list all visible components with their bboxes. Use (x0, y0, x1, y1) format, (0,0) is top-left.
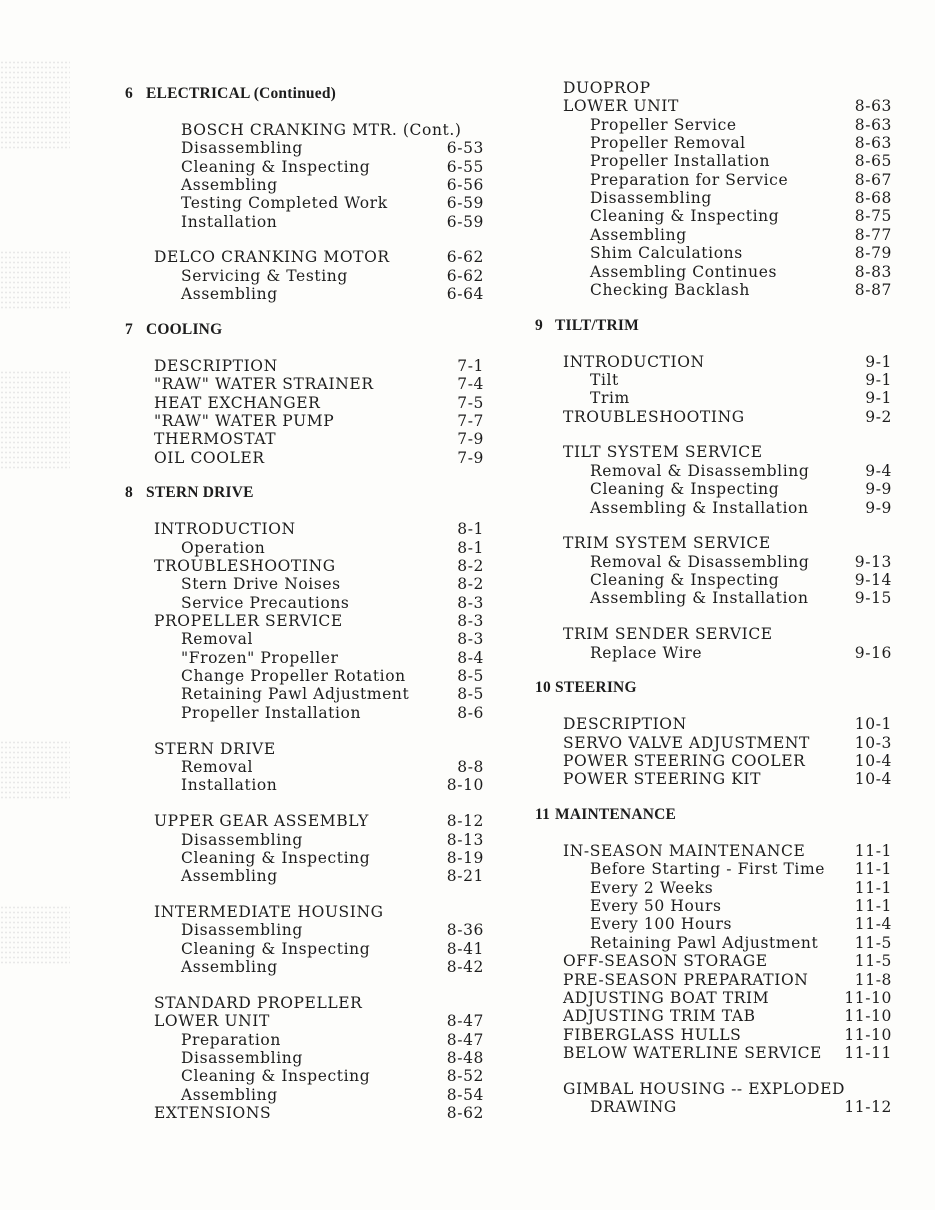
section-title: STERN DRIVE (146, 484, 254, 502)
toc-entry-title: INTRODUCTION (563, 352, 705, 371)
toc-entry[interactable] (0, 752, 935, 770)
toc-page-number: 8-75 (854, 207, 892, 226)
toc-page-number: 8-77 (854, 225, 892, 244)
toc-page-number: 8-48 (446, 1049, 484, 1068)
toc-subentry-title: Change Propeller Rotation (181, 667, 406, 686)
toc-page-number: 9-9 (865, 480, 892, 499)
toc-subentry-title: Assembling Continues (590, 262, 778, 281)
section-number: 6 (125, 85, 133, 102)
toc-entry-title: INTRODUCTION (154, 520, 296, 539)
toc-subentry-title: Installation (181, 212, 278, 231)
toc-entry[interactable] (0, 389, 935, 407)
toc-subentry-title: Installation (181, 776, 278, 795)
toc-subentry-title: BOSCH CRANKING MTR. (Cont.) (181, 120, 462, 139)
toc-entry[interactable] (0, 952, 935, 970)
toc-subentry-title: Tilt (590, 370, 619, 389)
section-title: COOLING (146, 321, 223, 338)
toc-entry-title: FIBERGLASS HULLS (563, 1025, 742, 1044)
toc-entry[interactable] (0, 171, 935, 189)
toc-entry-title: EXTENSIONS (154, 1104, 272, 1123)
toc-entry[interactable] (0, 812, 935, 830)
section-number: 7 (125, 321, 133, 338)
toc-entry-title: SERVO VALVE ADJUSTMENT (563, 733, 810, 752)
toc-page-number: 8-13 (446, 830, 484, 849)
toc-entry[interactable] (0, 353, 935, 371)
toc-page-number: 8-1 (457, 520, 484, 539)
toc-entry-title: DELCO CRANKING MOTOR (154, 248, 390, 267)
toc-page-number: 8-83 (854, 262, 892, 281)
toc-subentry-title: DRAWING (590, 1098, 677, 1117)
toc-page-number: 10-3 (854, 733, 892, 752)
toc-subentry-title: Disassembling (181, 1049, 303, 1068)
toc-entry[interactable] (0, 879, 935, 897)
toc-page-number: 9-1 (865, 370, 892, 389)
toc-subentry-title: Removal (181, 758, 254, 776)
toc-subentry-title: Retaining Pawl Adjustment (590, 933, 819, 952)
toc-page-number: 8-3 (457, 630, 484, 649)
toc-page-number: 8-19 (446, 848, 484, 867)
toc-subentry-title: Disassembling (181, 830, 303, 849)
toc-entry-title: POWER STEERING COOLER (563, 752, 806, 770)
toc-page-number: 8-62 (446, 1104, 484, 1123)
toc-page-number: 6-59 (446, 212, 484, 231)
toc-subentry-title: Assembling (590, 225, 687, 244)
toc-entry[interactable] (0, 971, 935, 989)
toc-page-number: 6-53 (446, 139, 484, 158)
toc-entry[interactable] (0, 189, 935, 207)
toc-entry[interactable] (0, 371, 935, 389)
toc-entry-title: LOWER UNIT (563, 97, 679, 116)
toc-page-number: 11-1 (854, 842, 892, 861)
section-title: MAINTENANCE (555, 806, 677, 824)
toc-entry-title: POWER STEERING KIT (563, 770, 762, 789)
section-number: 9 (535, 316, 543, 334)
toc-page-number: 11-5 (854, 952, 892, 971)
toc-entry-title: TROUBLESHOOTING (154, 557, 336, 575)
toc-subentry-title: Assembling (181, 958, 278, 977)
toc-page-number: 8-87 (854, 280, 892, 299)
toc-page-number: 9-1 (865, 389, 892, 408)
toc-page-number: 10-4 (854, 752, 892, 770)
toc-entry-title: TRIM SENDER SERVICE (563, 625, 773, 644)
toc-page-number: 8-65 (854, 152, 892, 171)
toc-page-number: 6-55 (446, 157, 484, 176)
toc-subentry-title: Propeller Installation (181, 703, 362, 722)
toc-page-number: 11-1 (854, 897, 892, 916)
toc-subentry-title: Disassembling (181, 139, 303, 158)
section-title: TILT/TRIM (555, 316, 639, 334)
toc-subentry-title: Preparation (181, 1030, 281, 1049)
toc-entry[interactable] (0, 116, 935, 134)
toc-page-number: 8-5 (457, 685, 484, 704)
toc-page-number: 8-67 (854, 170, 892, 189)
toc-page-number: 8-4 (457, 648, 484, 667)
section-number: 10 (535, 679, 551, 697)
toc-entry[interactable] (0, 226, 935, 244)
toc-subentry-title: Assembling & Installation (590, 498, 809, 517)
toc-subentry-title: Cleaning & Inspecting (181, 1067, 371, 1086)
toc-page-number: 8-21 (446, 867, 484, 886)
toc-page-number: 8-5 (457, 667, 484, 686)
toc-entry-title: "RAW" WATER STRAINER (154, 375, 374, 394)
toc-page-number: 8-54 (446, 1085, 484, 1104)
toc-subentry-title: Assembling (181, 1085, 278, 1104)
toc-page-number: 7-9 (457, 448, 484, 467)
toc-entry[interactable] (0, 263, 935, 281)
toc-entry-title: HEAT EXCHANGER (154, 393, 321, 412)
toc-page-number: 6-56 (446, 175, 484, 194)
toc-subentry-title: Cleaning & Inspecting (590, 571, 780, 590)
toc-subentry-title: Trim (590, 389, 630, 408)
toc-entry-title: IN-SEASON MAINTENANCE (563, 842, 806, 861)
toc-page-number: 8-41 (446, 939, 484, 958)
toc-entry[interactable] (0, 667, 935, 685)
toc-entry[interactable] (0, 685, 935, 703)
section-number: 8 (125, 484, 133, 502)
toc-entry[interactable] (0, 462, 935, 480)
toc-page-number: 8-63 (854, 97, 892, 116)
toc-page-number: 9-1 (865, 352, 892, 371)
toc-subentry-title: Replace Wire (590, 643, 703, 662)
toc-page-number: 6-59 (446, 194, 484, 213)
toc-page-number: 8-52 (446, 1067, 484, 1086)
toc-page-number: 9-13 (854, 552, 892, 571)
toc-entry[interactable] (0, 207, 935, 225)
toc-entry[interactable] (0, 1026, 935, 1044)
toc-entry-title: DESCRIPTION (563, 715, 687, 734)
toc-entry-title: "RAW" WATER PUMP (154, 411, 335, 430)
toc-subentry-title: Every 2 Weeks (590, 878, 714, 897)
toc-entry[interactable] (0, 860, 935, 878)
toc-entry[interactable] (0, 915, 935, 933)
toc-entry-title: STANDARD PROPELLER (154, 994, 363, 1012)
toc-entry[interactable] (0, 1044, 935, 1062)
toc-entry[interactable] (0, 625, 935, 643)
toc-entry-title: UPPER GEAR ASSEMBLY (154, 812, 369, 831)
toc-page-number: 11-4 (854, 915, 892, 934)
toc-subentry-title: Assembling & Installation (590, 589, 809, 608)
toc-entry[interactable] (0, 534, 935, 552)
toc-page-number: 11-5 (854, 933, 892, 952)
toc-entry[interactable] (0, 244, 935, 262)
toc-entry[interactable] (0, 1080, 935, 1098)
toc-page-number: 8-8 (457, 758, 484, 776)
toc-page-number: 8-47 (446, 1012, 484, 1031)
toc-entry-title: GIMBAL HOUSING -- EXPLODED (563, 1079, 846, 1098)
toc-subentry-title: Disassembling (181, 921, 303, 940)
toc-entry-title: OIL COOLER (154, 448, 265, 467)
toc-entry[interactable] (0, 553, 935, 571)
toc-subentry-title: Preparation for Service (590, 170, 789, 189)
section-title: STEERING (555, 679, 637, 697)
toc-page-number: 11-10 (844, 1007, 892, 1026)
toc-subentry-title: Stern Drive Noises (181, 575, 341, 594)
toc-subentry-title: Before Starting - First Time (590, 860, 826, 879)
toc-page-number: 11-1 (854, 878, 892, 897)
toc-page-number: 6-62 (446, 266, 484, 285)
toc-subentry-title: Removal & Disassembling (590, 552, 810, 571)
toc-page-number: 11-10 (844, 988, 892, 1007)
toc-page-number: 7-9 (457, 430, 484, 449)
toc-page-number: 7-1 (457, 356, 484, 375)
section-title: ELECTRICAL (Continued) (146, 85, 337, 102)
toc-entry-title: BELOW WATERLINE SERVICE (563, 1043, 822, 1062)
toc-subentry-title: Assembling (181, 175, 278, 194)
toc-subentry-title: Servicing & Testing (181, 266, 348, 285)
toc-page-number: 10-4 (854, 770, 892, 789)
toc-entry[interactable] (0, 134, 935, 152)
toc-entry-title: STERN DRIVE (154, 739, 276, 758)
toc-subentry-title: Disassembling (590, 189, 712, 208)
toc-entry[interactable] (0, 934, 935, 952)
toc-subentry-title: Checking Backlash (590, 280, 750, 299)
toc-subentry-title: Assembling (181, 285, 278, 304)
toc-entry[interactable] (0, 443, 935, 461)
toc-page-number: 9-15 (854, 589, 892, 608)
toc-subentry-title: Cleaning & Inspecting (181, 848, 371, 867)
toc-entry[interactable] (0, 897, 935, 915)
toc-page-number: 8-12 (446, 812, 484, 831)
toc-page-number: 9-14 (854, 571, 892, 590)
toc-subentry-title: Removal (181, 630, 254, 649)
toc-subentry-title: Propeller Service (590, 115, 737, 134)
toc-page-number: 11-8 (854, 970, 892, 989)
toc-entry-title: INTERMEDIATE HOUSING (154, 903, 384, 922)
toc-page-number: 8-10 (446, 776, 484, 795)
toc-entry[interactable] (0, 734, 935, 752)
toc-entry[interactable] (0, 715, 935, 733)
toc-entry[interactable] (0, 152, 935, 170)
toc-page-number: 9-4 (865, 461, 892, 480)
toc-entry-title: OFF-SEASON STORAGE (563, 952, 768, 971)
toc-page-number: 11-1 (854, 860, 892, 879)
toc-page-number: 11-11 (844, 1043, 892, 1062)
toc-page-number: 7-5 (457, 393, 484, 412)
toc-entry-title: PROPELLER SERVICE (154, 612, 343, 631)
toc-subentry-title: Cleaning & Inspecting (590, 480, 780, 499)
toc-page-number: 8-63 (854, 134, 892, 153)
toc-subentry-title: Propeller Installation (590, 152, 771, 171)
toc-page-number: 8-47 (446, 1030, 484, 1049)
toc-entry-title: PRE-SEASON PREPARATION (563, 970, 809, 989)
toc-entry[interactable] (0, 97, 935, 115)
toc-subentry-title: "Frozen" Propeller (181, 648, 339, 667)
toc-page-number: 6-62 (446, 248, 484, 267)
toc-page-number: 8-3 (457, 612, 484, 631)
toc-entry[interactable] (0, 770, 935, 788)
toc-entry-title: DESCRIPTION (154, 356, 278, 375)
toc-page-number: 7-7 (457, 411, 484, 430)
toc-page-number: 8-36 (446, 921, 484, 940)
toc-entry-title: LOWER UNIT (154, 1012, 270, 1031)
toc-page-number: 11-10 (844, 1025, 892, 1044)
toc-subentry-title: Removal & Disassembling (590, 461, 810, 480)
toc-subentry-title: Shim Calculations (590, 244, 743, 263)
toc-subentry-title: Operation (181, 538, 266, 557)
toc-subentry-title: Cleaning & Inspecting (590, 207, 780, 226)
section-number: 11 (535, 806, 551, 824)
toc-page-number: 9-16 (854, 643, 892, 662)
toc-page-number: 6-64 (446, 285, 484, 304)
toc-page-number: 8-63 (854, 115, 892, 134)
toc-subentry-title: Testing Completed Work (181, 194, 388, 213)
toc-page-number: 11-12 (844, 1098, 892, 1117)
toc-entry[interactable] (0, 989, 935, 1007)
toc-subentry-title: Assembling (181, 867, 278, 886)
toc-entry[interactable] (0, 571, 935, 589)
toc-entry[interactable] (0, 842, 935, 860)
toc-entry-title: ADJUSTING TRIM TAB (563, 1007, 756, 1026)
toc-subentry-title: Every 100 Hours (590, 915, 733, 934)
toc-entry[interactable] (0, 79, 935, 97)
toc-entry-title: TRIM SYSTEM SERVICE (563, 534, 771, 553)
toc-page-number: 8-68 (854, 189, 892, 208)
toc-entry[interactable] (0, 408, 935, 426)
toc-entry-title: THERMOSTAT (154, 430, 277, 449)
toc-entry[interactable] (0, 281, 935, 299)
toc-page-number: 9-9 (865, 498, 892, 517)
toc-entry[interactable] (0, 644, 935, 662)
toc-subentry-title: Cleaning & Inspecting (181, 157, 371, 176)
toc-entry[interactable] (0, 1007, 935, 1025)
toc-entry-title: DUOPROP (563, 79, 651, 97)
toc-entry[interactable] (0, 499, 935, 517)
toc-page-number: 8-2 (457, 575, 484, 594)
toc-entry-title: TROUBLESHOOTING (563, 407, 745, 426)
toc-page-number: 8-2 (457, 557, 484, 575)
toc-page-number: 7-4 (457, 375, 484, 394)
toc-page-number: 8-42 (446, 958, 484, 977)
toc-entry-title: ADJUSTING BOAT TRIM (563, 988, 770, 1007)
toc-page-number: 8-3 (457, 593, 484, 612)
toc-page-number: 8-1 (457, 538, 484, 557)
toc-subentry-title: Service Precautions (181, 593, 350, 612)
toc-page-number: 10-1 (854, 715, 892, 734)
toc-entry-title: TILT SYSTEM SERVICE (563, 443, 763, 462)
toc-page-number: 8-6 (457, 703, 484, 722)
toc-page-number: 8-79 (854, 244, 892, 263)
toc-page-number: 9-2 (865, 407, 892, 426)
toc-subentry-title: Cleaning & Inspecting (181, 939, 371, 958)
toc-entry[interactable] (0, 480, 935, 498)
toc-entry[interactable] (0, 589, 935, 607)
toc-subentry-title: Retaining Pawl Adjustment (181, 685, 410, 704)
toc-subentry-title: Every 50 Hours (590, 897, 722, 916)
toc-subentry-title: Propeller Removal (590, 134, 746, 153)
toc-entry[interactable] (0, 1098, 935, 1116)
